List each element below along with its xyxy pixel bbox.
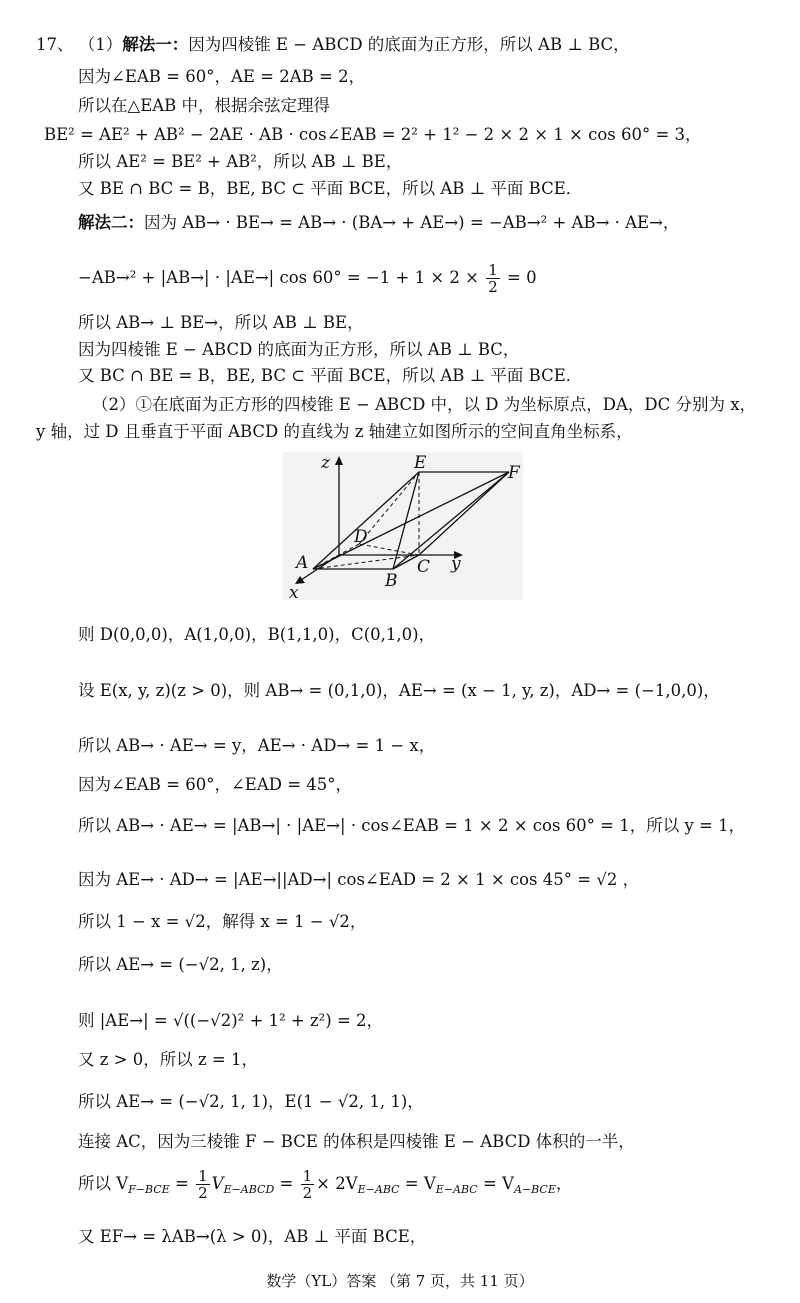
vol-end: ， [555, 1174, 573, 1193]
vol-v1: V [211, 1174, 224, 1193]
set-e-line: 设 E(x, y, z)(z > 0)，则 AB→ = (0,1,0)，AE→ = (x − 1, y, z)，AD→ = (−1,0,0)， [78, 681, 720, 700]
part1-line3: 所以在△EAB 中，根据余弦定理得 [78, 96, 331, 115]
part2-intro1: （2）①在底面为正方形的四棱锥 E − ABCD 中，以 D 为坐标原点，DA，DC 分别为 x， [92, 395, 757, 414]
fraction-denominator: 2 [488, 278, 498, 296]
part1-line2: 因为∠EAB = 60°，AE = 2AB = 2， [78, 67, 366, 86]
one-half-fraction [486, 262, 500, 295]
z-positive-line: 又 z > 0，所以 z = 1， [78, 1050, 259, 1069]
part1-line1-text: 因为四棱锥 E − ABCD 的底面为正方形，所以 AB ⊥ BC， [188, 35, 630, 54]
method2-line1 [78, 212, 679, 234]
coordinate-figure [283, 452, 523, 600]
eq1-line: 所以 AB→ · AE→ = |AB→| · |AE→| · cos∠EAB = 1 × 2 × cos 60° = 1，所以 y = 1， [78, 816, 746, 835]
method2-line5: 又 BC ∩ BE = B，BE, BC ⊂ 平面 BCE，所以 AB ⊥ 平面 BCE． [78, 366, 583, 385]
ae-vector-line: 所以 AE→ = (−√2, 1, z)， [78, 955, 283, 974]
vol-eq1: = [175, 1174, 189, 1193]
ae-final-line: 所以 AE→ = (−√2, 1, 1)，E(1 − √2, 1, 1)， [78, 1092, 424, 1111]
connect-line: 连接 AC，因为三棱锥 F − BCE 的体积是四棱锥 E − ABCD 体积的一半， [78, 1132, 635, 1151]
method2-line2-text: −AB→² + |AB→| · |AE→| cos 60° = −1 + 1 × 2 × [78, 268, 479, 287]
norm-line: 则 |AE→| = √((−√2)² + 1² + z²) = 2， [78, 1011, 384, 1030]
method1-label: 解法一： [122, 35, 189, 54]
fraction-numerator: 1 [488, 261, 498, 279]
pyramid-diagram [283, 452, 523, 600]
angles-line: 因为∠EAB = 60°，∠EAD = 45°， [78, 775, 353, 794]
label-C: C [417, 557, 431, 577]
part1-line6: 又 BE ∩ BC = B，BE, BC ⊂ 平面 BCE，所以 AB ⊥ 平面 BCE． [78, 179, 583, 198]
method2-label: 解法二： [78, 213, 144, 232]
method2-line2-end: = 0 [507, 268, 537, 287]
label-x: x [289, 583, 299, 600]
eq2-line: 因为 AE→ · AD→ = |AE→||AD→| cos∠EAD = 2 × 1 × cos 45° = √2 ， [78, 870, 640, 889]
method2-line1-text: 因为 AB→ · BE→ = AB→ · (BA→ + AE→) = −AB→² + AB→ · AE→， [144, 213, 680, 232]
label-A: A [296, 553, 309, 573]
figure-background [283, 452, 523, 600]
part1-line1 [36, 34, 630, 56]
method2-line3: 所以 AB→ ⊥ BE→，所以 AB ⊥ BE， [78, 313, 364, 332]
vol-frac2-num: 1 [302, 1167, 313, 1185]
vol-eq3: = V [404, 1174, 436, 1193]
part2-intro2: y 轴，过 D 且垂直于平面 ABCD 的直线为 z 轴建立如图所示的空间直角坐标系， [36, 422, 633, 441]
vol-sub-e-abcd: E−ABCD [223, 1183, 275, 1196]
volume-line [78, 1168, 572, 1201]
label-D: D [354, 527, 368, 547]
vol-prefix: 所以 V [78, 1174, 129, 1193]
vol-eq2: = [279, 1174, 294, 1193]
coords-line: 则 D(0,0,0)，A(1,0,0)，B(1,1,0)，C(0,1,0)， [78, 625, 436, 644]
solve-x-line: 所以 1 − x = √2，解得 x = 1 − √2， [78, 912, 367, 931]
vol-sub-f-bce: F−BCE [128, 1183, 170, 1196]
vol-frac1-den: 2 [198, 1184, 208, 1202]
vol-frac1-num: 1 [198, 1167, 208, 1185]
vol-times-2v: × 2V [316, 1174, 358, 1193]
label-F: F [508, 463, 520, 483]
vol-sub-e-abc-2: E−ABC [435, 1183, 478, 1196]
label-E: E [414, 453, 427, 473]
label-z: z [321, 453, 330, 473]
page-footer: 数学（YL）答案 （第 7 页，共 11 页） [266, 1272, 534, 1290]
vol-fraction-1 [196, 1168, 210, 1201]
vol-eq4: = V [482, 1174, 514, 1193]
vol-fraction-2 [301, 1168, 315, 1201]
method2-line2 [78, 262, 537, 295]
method2-line4: 因为四棱锥 E − ABCD 的底面为正方形，所以 AB ⊥ BC， [78, 340, 520, 359]
label-B: B [385, 571, 398, 591]
problem-number: 17、 [36, 35, 74, 54]
vol-frac2-den: 2 [302, 1184, 313, 1202]
label-y: y [451, 554, 461, 574]
dots-line: 所以 AB→ · AE→ = y，AE→ · AD→ = 1 − x， [78, 736, 436, 755]
part1-line5: 所以 AE² = BE² + AB²，所以 AB ⊥ BE， [78, 152, 403, 171]
part1-marker: （1） [78, 35, 123, 54]
vol-sub-e-abc-1: E−ABC [357, 1183, 400, 1196]
vol-sub-a-bce: A−BCE [513, 1183, 556, 1196]
part1-line4: BE² = AE² + AB² − 2AE · AB · cos∠EAB = 2² + 1² − 2 × 2 × 1 × cos 60° = 3， [44, 125, 702, 144]
ef-line: 又 EF→ = λAB→(λ > 0)，AB ⊥ 平面 BCE， [78, 1227, 427, 1246]
